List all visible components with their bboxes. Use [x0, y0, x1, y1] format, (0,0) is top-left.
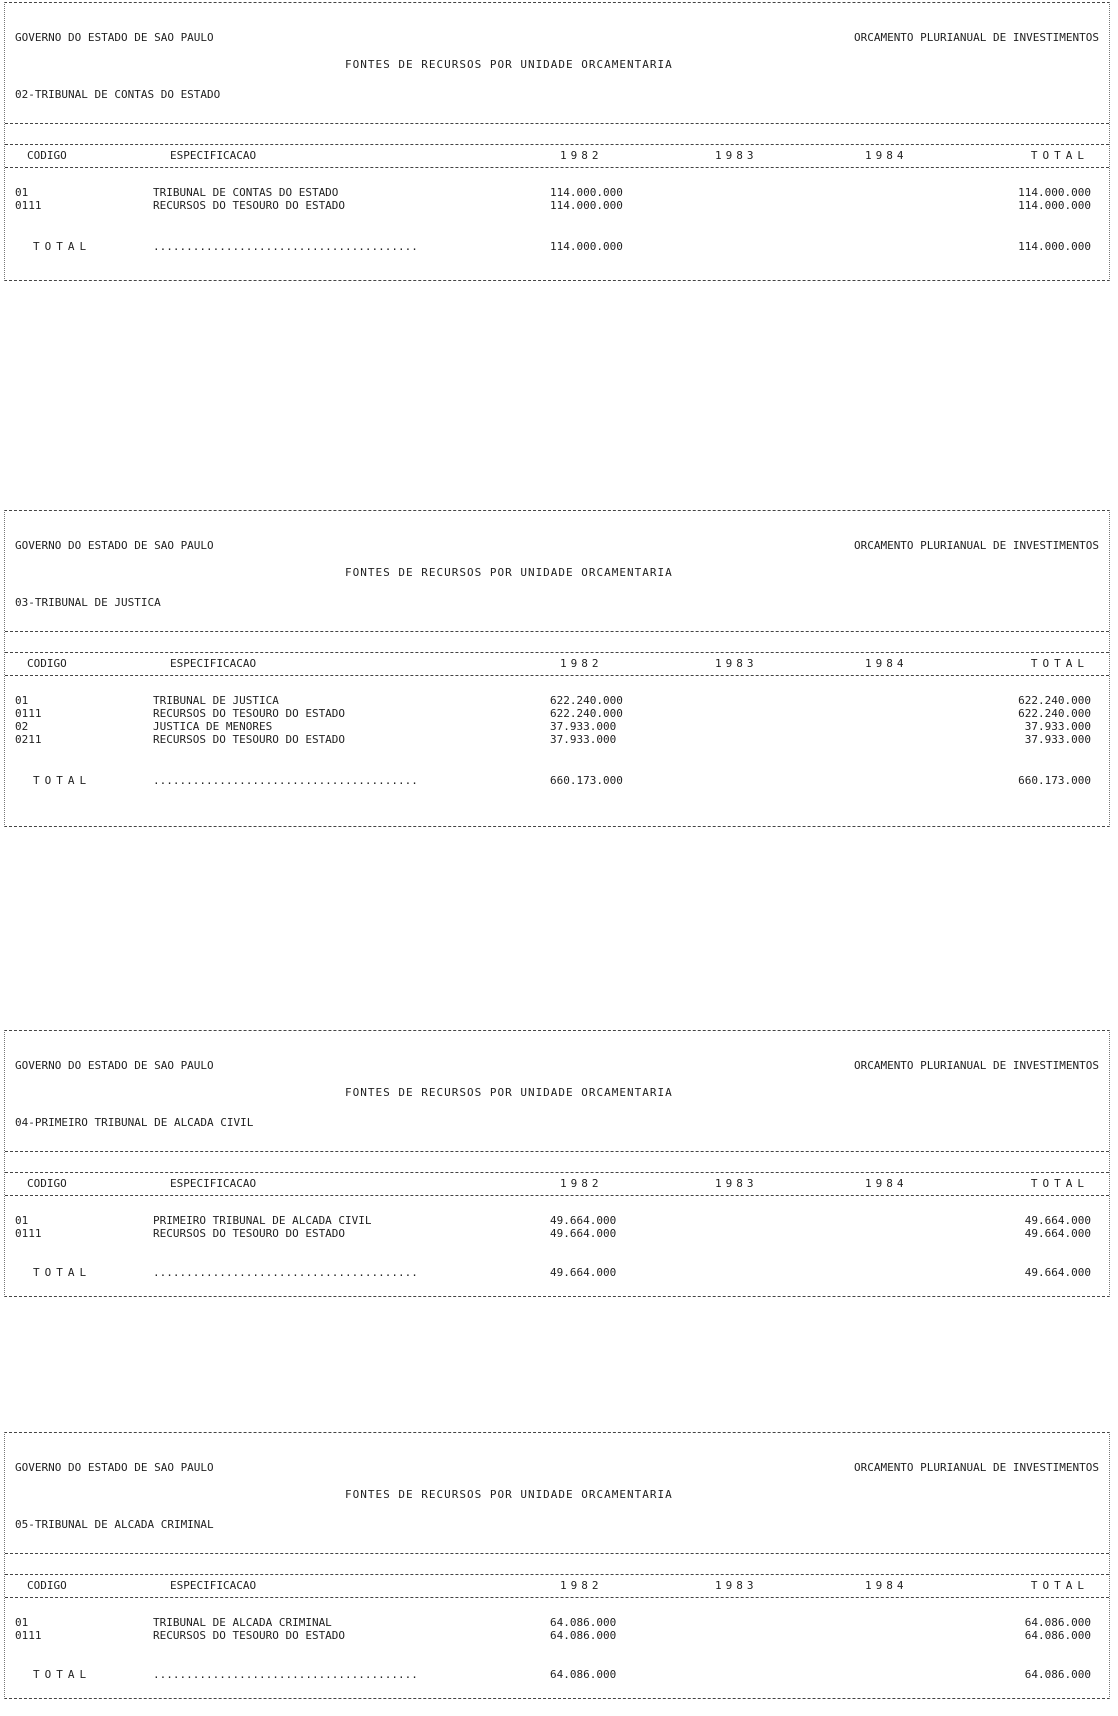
total-1982: 114.000.000 — [550, 240, 623, 253]
total-value: 49.664.000 — [1024, 1266, 1091, 1279]
report-subtitle: FONTES DE RECURSOS POR UNIDADE ORCAMENTARIA — [345, 1086, 673, 1099]
report-subtitle: FONTES DE RECURSOS POR UNIDADE ORCAMENTARIA — [345, 566, 673, 579]
col-spec: ESPECIFICACAO — [170, 149, 257, 162]
government-name: GOVERNO DO ESTADO DE SAO PAULO — [15, 1059, 214, 1072]
col-spec: ESPECIFICACAO — [170, 1579, 257, 1592]
row-code: 0111 — [15, 199, 42, 212]
row-code: 01 — [15, 694, 29, 707]
row-code: 0111 — [15, 707, 42, 720]
col-total: TOTAL — [1030, 1177, 1089, 1190]
report-subtitle: FONTES DE RECURSOS POR UNIDADE ORCAMENTARIA — [345, 58, 673, 71]
col-1984: 1984 — [865, 1177, 908, 1190]
government-name: GOVERNO DO ESTADO DE SAO PAULO — [15, 539, 214, 552]
table-row — [5, 733, 1109, 747]
total-dots: ........................................ — [153, 240, 418, 253]
total-row — [5, 1266, 1109, 1280]
row-spec: TRIBUNAL DE JUSTICA — [153, 694, 279, 707]
col-1984: 1984 — [865, 1579, 908, 1592]
total-1982: 49.664.000 — [550, 1266, 617, 1279]
report-subtitle: FONTES DE RECURSOS POR UNIDADE ORCAMENTARIA — [345, 1488, 673, 1501]
government-name: GOVERNO DO ESTADO DE SAO PAULO — [15, 1461, 214, 1474]
col-total: TOTAL — [1030, 657, 1089, 670]
total-label: TOTAL — [33, 774, 92, 787]
row-total: 37.933.000 — [1024, 720, 1091, 733]
col-code: CODIGO — [27, 657, 67, 670]
column-header — [5, 1172, 1109, 1196]
report-rows — [5, 1598, 1109, 1698]
row-spec: RECURSOS DO TESOURO DO ESTADO — [153, 199, 346, 212]
column-header — [5, 1574, 1109, 1598]
row-total: 622.240.000 — [1018, 707, 1091, 720]
col-1984: 1984 — [865, 657, 908, 670]
row-1982: 64.086.000 — [550, 1629, 617, 1642]
total-value: 114.000.000 — [1018, 240, 1091, 253]
report-tribunal-alcada-criminal — [4, 1432, 1110, 1699]
report-rows — [5, 1196, 1109, 1296]
column-header — [5, 144, 1109, 168]
total-row — [5, 240, 1109, 254]
row-code: 01 — [15, 1616, 29, 1629]
table-row — [5, 199, 1109, 213]
row-1982: 49.664.000 — [550, 1227, 617, 1240]
row-spec: TRIBUNAL DE ALCADA CRIMINAL — [153, 1616, 332, 1629]
total-dots: ........................................ — [153, 1668, 418, 1681]
row-spec: JUSTICA DE MENORES — [153, 720, 273, 733]
col-1982: 1982 — [560, 657, 603, 670]
col-1984: 1984 — [865, 149, 908, 162]
total-label: TOTAL — [33, 1266, 92, 1279]
plan-title: ORCAMENTO PLURIANUAL DE INVESTIMENTOS — [853, 539, 1099, 552]
plan-title: ORCAMENTO PLURIANUAL DE INVESTIMENTOS — [853, 1461, 1099, 1474]
plan-title: ORCAMENTO PLURIANUAL DE INVESTIMENTOS — [853, 1059, 1099, 1072]
row-spec: RECURSOS DO TESOURO DO ESTADO — [153, 1227, 346, 1240]
total-label: TOTAL — [33, 1668, 92, 1681]
col-total: TOTAL — [1030, 149, 1089, 162]
table-row — [5, 694, 1109, 708]
total-1982: 660.173.000 — [550, 774, 623, 787]
row-1982: 49.664.000 — [550, 1214, 617, 1227]
government-name: GOVERNO DO ESTADO DE SAO PAULO — [15, 31, 214, 44]
budget-unit: 02-TRIBUNAL DE CONTAS DO ESTADO — [15, 88, 221, 101]
row-spec: PRIMEIRO TRIBUNAL DE ALCADA CIVIL — [153, 1214, 372, 1227]
col-1982: 1982 — [560, 149, 603, 162]
col-1983: 1983 — [715, 1177, 758, 1190]
total-value: 64.086.000 — [1024, 1668, 1091, 1681]
total-1982: 64.086.000 — [550, 1668, 617, 1681]
total-value: 660.173.000 — [1018, 774, 1091, 787]
col-code: CODIGO — [27, 1177, 67, 1190]
report-tribunal-justica — [4, 510, 1110, 827]
table-row — [5, 1629, 1109, 1643]
row-total: 114.000.000 — [1018, 186, 1091, 199]
row-1982: 622.240.000 — [550, 694, 623, 707]
report-header — [5, 3, 1109, 124]
column-header — [5, 652, 1109, 676]
col-code: CODIGO — [27, 149, 67, 162]
total-dots: ........................................ — [153, 1266, 418, 1279]
col-spec: ESPECIFICACAO — [170, 1177, 257, 1190]
col-1983: 1983 — [715, 1579, 758, 1592]
budget-unit: 03-TRIBUNAL DE JUSTICA — [15, 596, 161, 609]
row-total: 622.240.000 — [1018, 694, 1091, 707]
row-1982: 37.933.000 — [550, 720, 617, 733]
row-spec: TRIBUNAL DE CONTAS DO ESTADO — [153, 186, 339, 199]
report-primeiro-tribunal-alcada-civil — [4, 1030, 1110, 1297]
report-rows — [5, 676, 1109, 826]
total-dots: ........................................ — [153, 774, 418, 787]
total-label: TOTAL — [33, 240, 92, 253]
row-1982: 64.086.000 — [550, 1616, 617, 1629]
report-rows — [5, 168, 1109, 280]
row-spec: RECURSOS DO TESOURO DO ESTADO — [153, 707, 346, 720]
col-code: CODIGO — [27, 1579, 67, 1592]
report-tribunal-contas — [4, 2, 1110, 281]
col-total: TOTAL — [1030, 1579, 1089, 1592]
row-total: 49.664.000 — [1024, 1227, 1091, 1240]
row-total: 49.664.000 — [1024, 1214, 1091, 1227]
row-1982: 37.933.000 — [550, 733, 617, 746]
row-code: 01 — [15, 186, 29, 199]
row-spec: RECURSOS DO TESOURO DO ESTADO — [153, 1629, 346, 1642]
table-row — [5, 1214, 1109, 1228]
total-row — [5, 774, 1109, 788]
table-row — [5, 186, 1109, 200]
report-header — [5, 1031, 1109, 1152]
row-code: 02 — [15, 720, 29, 733]
row-1982: 114.000.000 — [550, 186, 623, 199]
row-total: 64.086.000 — [1024, 1629, 1091, 1642]
col-1983: 1983 — [715, 149, 758, 162]
table-row — [5, 720, 1109, 734]
report-header — [5, 511, 1109, 632]
row-total: 64.086.000 — [1024, 1616, 1091, 1629]
col-1982: 1982 — [560, 1579, 603, 1592]
row-total: 37.933.000 — [1024, 733, 1091, 746]
row-code: 0211 — [15, 733, 42, 746]
table-row — [5, 1616, 1109, 1630]
row-spec: RECURSOS DO TESOURO DO ESTADO — [153, 733, 346, 746]
total-row — [5, 1668, 1109, 1682]
table-row — [5, 707, 1109, 721]
budget-unit: 04-PRIMEIRO TRIBUNAL DE ALCADA CIVIL — [15, 1116, 254, 1129]
report-header — [5, 1433, 1109, 1554]
table-row — [5, 1227, 1109, 1241]
col-1982: 1982 — [560, 1177, 603, 1190]
col-1983: 1983 — [715, 657, 758, 670]
row-1982: 622.240.000 — [550, 707, 623, 720]
row-total: 114.000.000 — [1018, 199, 1091, 212]
row-code: 0111 — [15, 1629, 42, 1642]
row-1982: 114.000.000 — [550, 199, 623, 212]
row-code: 01 — [15, 1214, 29, 1227]
row-code: 0111 — [15, 1227, 42, 1240]
budget-unit: 05-TRIBUNAL DE ALCADA CRIMINAL — [15, 1518, 214, 1531]
col-spec: ESPECIFICACAO — [170, 657, 257, 670]
plan-title: ORCAMENTO PLURIANUAL DE INVESTIMENTOS — [853, 31, 1099, 44]
